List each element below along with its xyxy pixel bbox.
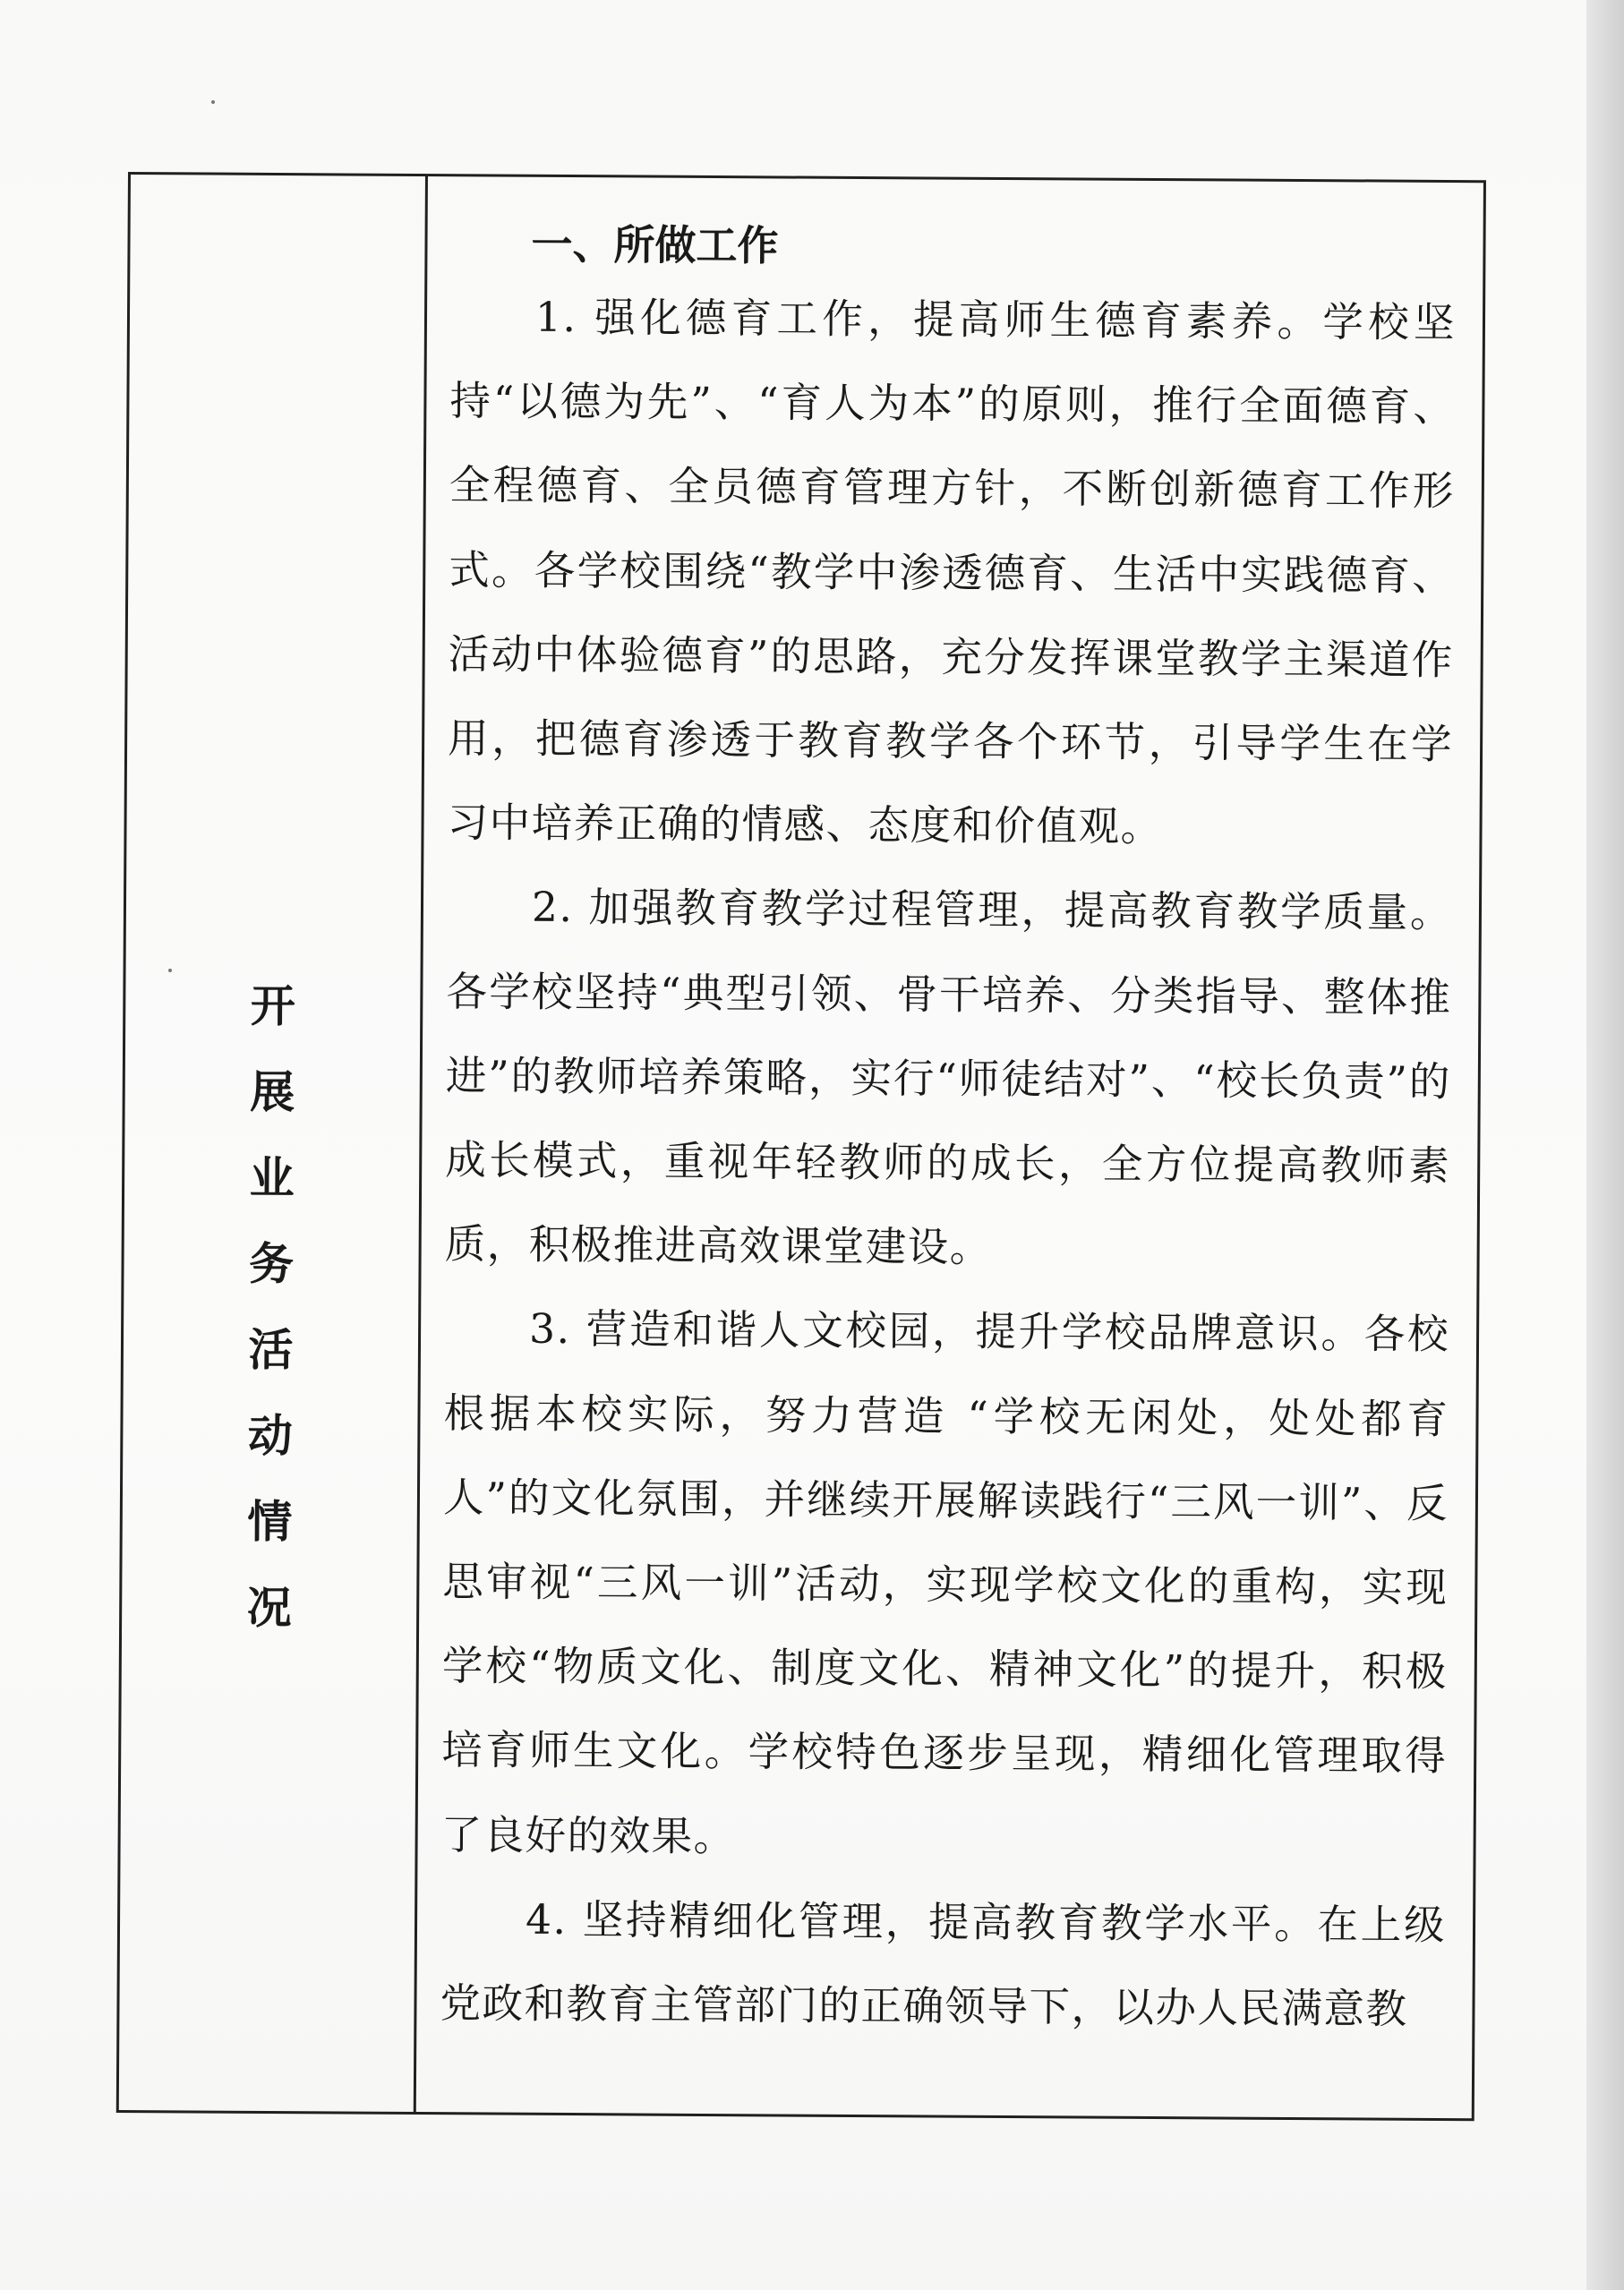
row-label-char: 业 [249,1151,295,1205]
report-table [116,172,1486,2121]
row-label-char: 开 [250,979,295,1033]
paragraph-2: 2. 加强教育教学过程管理，提高教育教学质量。各学校坚持“典型引领、骨干培养、分类指导、整体推进”的教师培养策略，实行“师徒结对”、“校长负责”的成长模式，重视年轻教师的成长，全方位提高教师素质，积极推进高效课堂建设。 [444,884,1453,1272]
row-label-char: 情 [247,1495,293,1549]
section-heading: 一、所做工作 [531,219,779,270]
scanner-edge [1586,0,1624,2290]
row-label-cell [119,175,428,2112]
paragraph-1: 1. 强化德育工作，提高师生德育素养。学校坚持“以德为先”、“育人为本”的原则，推行全面德育、全程德育、全员德育管理方针，不断创新德育工作形式。各学校围绕“教学中渗透德育、生活中实践德育、活动中体验德育”的思路，充分发挥课堂教学主渠道作用，把德育渗透于教育教学各个环节，引导学生在学习中培养正确的情感、态度和价值观。 [447,293,1457,851]
paragraph-3: 3. 营造和谐人文校园，提升学校品牌意识。各校根据本校实际，努力营造 “学校无闲处，处处都育人”的文化氛围，并继续开展解读践行“三风一训”、反思审视“三风一训”活动，实现学校文化的重构，实现学校“物质文化、制度文化、精神文化”的提升，积极培育师生文化。学校特色逐步呈现，精细化管理取得了良好的效果。 [440,1305,1450,1860]
row-label-char: 动 [247,1409,294,1463]
row-label-char: 务 [248,1237,295,1291]
row-label-char: 活 [248,1323,294,1377]
row-label-char: 展 [250,1065,295,1119]
paragraph-4: 4. 坚持精细化管理，提高教育教学水平。在上级党政和教育主管部门的正确领导下，以办人民满意教 [440,1895,1447,2033]
row-label-char: 况 [246,1581,292,1635]
content-cell [416,176,1483,2118]
scan-speck [211,100,215,104]
row-label [122,962,421,1652]
